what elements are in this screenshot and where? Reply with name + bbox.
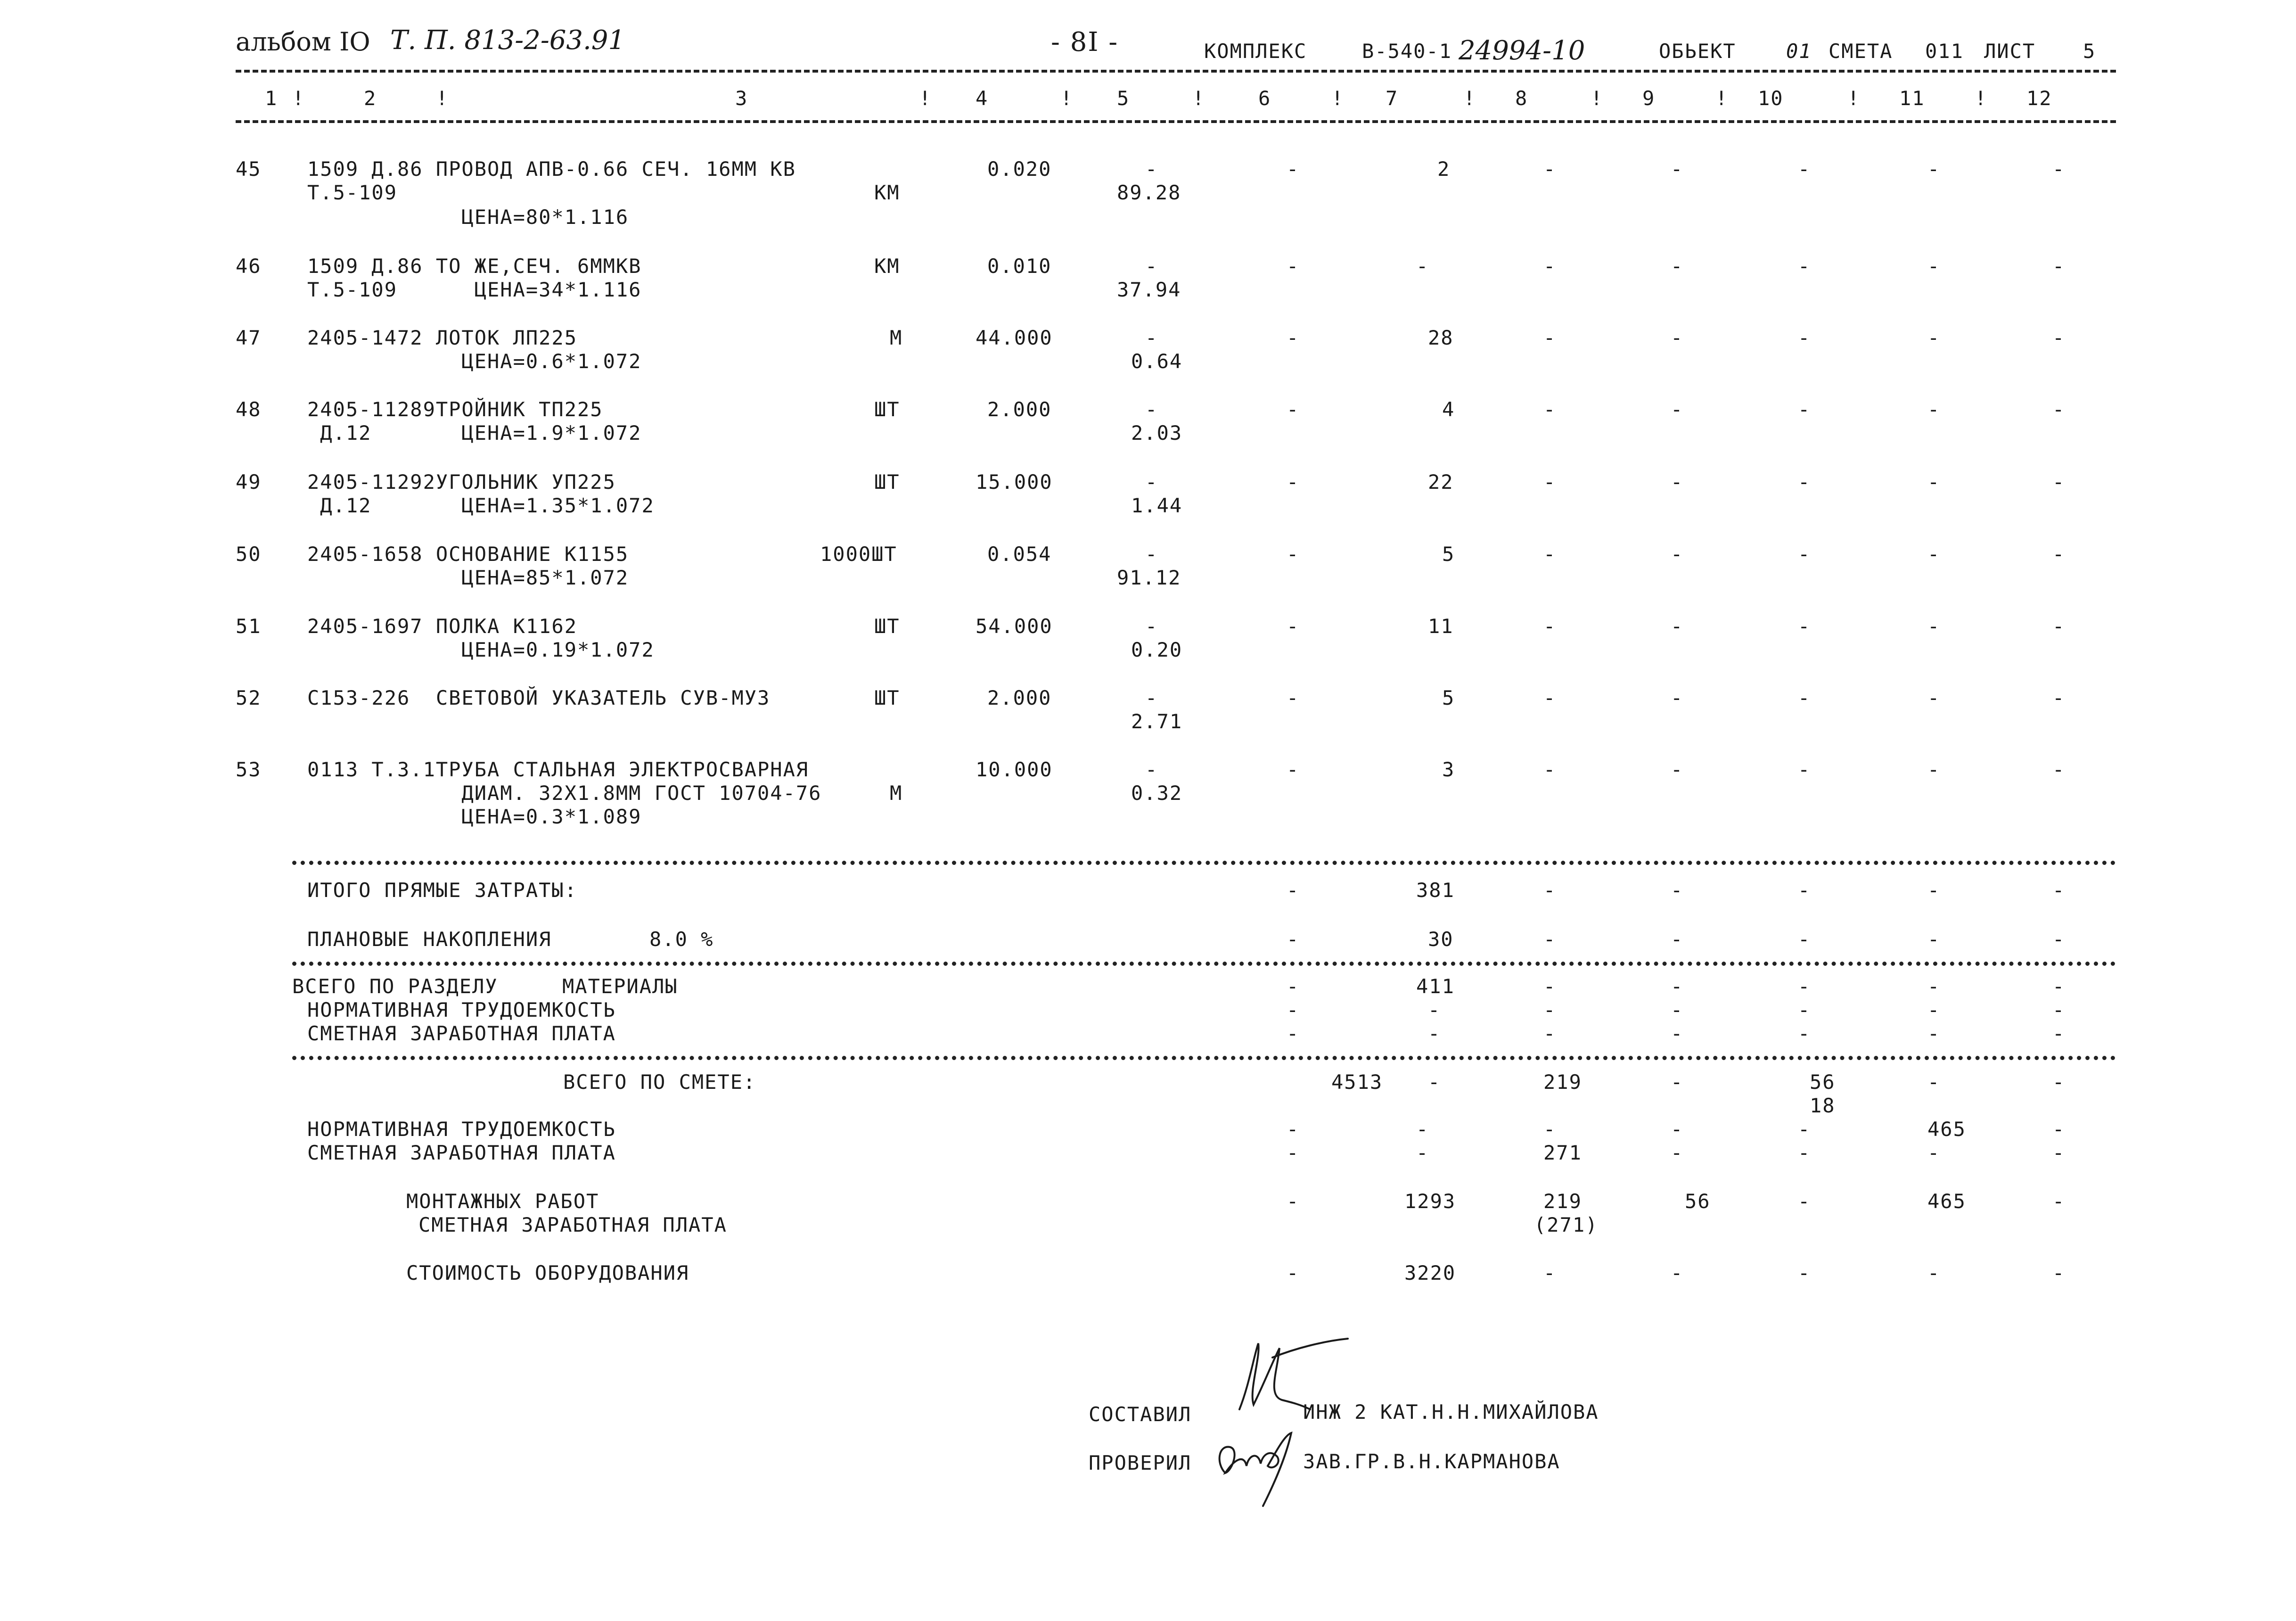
row-col7: 1293 — [1404, 1190, 1456, 1213]
wage-label: СМЕТНАЯ ЗАРАБОТНАЯ ПЛАТА — [307, 1022, 616, 1045]
row-col8: 219 — [1543, 1070, 1582, 1094]
row-unit: 1000ШТ — [820, 543, 897, 566]
row-quantity: 2.000 — [987, 686, 1052, 709]
row-col8: - — [1543, 1261, 1557, 1284]
row-col6: - — [1287, 1190, 1300, 1213]
row-col11: - — [1927, 255, 1941, 278]
row-col10-extra: 18 — [1810, 1094, 1836, 1117]
row-col11: - — [1927, 543, 1941, 566]
estimate-total-label: ВСЕГО ПО СМЕТЕ: — [563, 1070, 756, 1094]
row-col12: - — [2052, 686, 2066, 709]
tp-handwritten: Т. П. 813-2-63.91 — [390, 25, 625, 56]
row-col11: 465 — [1927, 1190, 1966, 1213]
row-col11: - — [1927, 998, 1941, 1021]
album-label: альбом IO — [236, 27, 370, 57]
row-price: Д.12 ЦЕНА=1.35*1.072 — [307, 494, 655, 517]
row-unit: М — [890, 326, 903, 349]
row-col5-value: 0.32 — [1131, 782, 1183, 805]
row-col9: - — [1671, 470, 1684, 494]
col-header-11: 11 — [1899, 87, 1925, 110]
row-col9: - — [1671, 398, 1684, 421]
row-number: 48 — [236, 398, 262, 421]
row-description: 2405-1658 ОСНОВАНИЕ К1155 — [307, 543, 629, 566]
row-col9: - — [1671, 1141, 1684, 1164]
signature-checked — [1206, 1426, 1301, 1511]
col-separator: ! — [1463, 87, 1476, 110]
row-col12: - — [2052, 1190, 2066, 1213]
row-col5-value: 89.28 — [1117, 181, 1181, 204]
row-col11: - — [1927, 398, 1941, 421]
row-quantity: 44.000 — [976, 326, 1053, 349]
row-description-line2: Т.5-109 — [307, 181, 398, 204]
col-header-7: 7 — [1386, 87, 1399, 110]
row-col11: - — [1927, 1141, 1941, 1164]
row-col12: - — [2052, 398, 2066, 421]
row-col10: - — [1798, 326, 1811, 349]
row-col12: - — [2052, 255, 2066, 278]
row-number: 53 — [236, 758, 262, 781]
row-col11: - — [1927, 975, 1941, 998]
row-unit: ШТ — [874, 615, 900, 638]
col-separator: ! — [1715, 87, 1729, 110]
row-col12: - — [2052, 157, 2066, 181]
norm-labor-label: НОРМАТИВНАЯ ТРУДОЕМКОСТЬ — [307, 998, 616, 1021]
row-quantity: 10.000 — [976, 758, 1053, 781]
row-col7: 2 — [1437, 157, 1451, 181]
row-quantity: 2.000 — [987, 398, 1052, 421]
row-quantity: 0.054 — [987, 543, 1052, 566]
row-col5-value: 37.94 — [1117, 278, 1181, 301]
row-col9: - — [1671, 758, 1684, 781]
row-col9: - — [1671, 255, 1684, 278]
row-col7: - — [1428, 998, 1441, 1021]
row-col12: - — [2052, 1261, 2066, 1284]
row-col5-dash: - — [1145, 543, 1158, 566]
col-separator: ! — [292, 87, 305, 110]
row-col9: 56 — [1685, 1190, 1711, 1213]
row-col8: - — [1543, 255, 1557, 278]
dotted-separator — [292, 962, 2116, 966]
col-separator: ! — [436, 87, 449, 110]
row-col5-value: 0.20 — [1131, 638, 1183, 661]
row-col12: - — [2052, 1118, 2066, 1141]
checked-name: ЗАВ.ГР.В.Н.КАРМАНОВА — [1303, 1450, 1560, 1473]
row-col7: 11 — [1428, 615, 1454, 638]
row-number: 51 — [236, 615, 262, 638]
estimate-number: 011 — [1925, 40, 1964, 63]
row-col9: - — [1671, 157, 1684, 181]
estimate-norm-label: НОРМАТИВНАЯ ТРУДОЕМКОСТЬ — [307, 1118, 616, 1141]
row-col10: - — [1798, 1261, 1811, 1284]
row-col10: - — [1798, 1118, 1811, 1141]
installation-wage-label: СМЕТНАЯ ЗАРАБОТНАЯ ПЛАТА — [418, 1213, 727, 1236]
equipment-label: СТОИМОСТЬ ОБОРУДОВАНИЯ — [406, 1261, 689, 1284]
row-col10: - — [1798, 398, 1811, 421]
row-col11: - — [1927, 758, 1941, 781]
row-col9: - — [1671, 975, 1684, 998]
row-col7: 30 — [1428, 928, 1454, 951]
col-header-2: 2 — [364, 87, 377, 110]
row-number: 52 — [236, 686, 262, 709]
row-col9: - — [1671, 686, 1684, 709]
row-col8: - — [1543, 157, 1557, 181]
row-col7: - — [1416, 255, 1429, 278]
row-col6: - — [1287, 879, 1300, 902]
row-col10: - — [1798, 975, 1811, 998]
row-col6: - — [1287, 1022, 1300, 1045]
row-col6: - — [1287, 975, 1300, 998]
row-col10: 56 — [1810, 1070, 1836, 1094]
row-col10: - — [1798, 470, 1811, 494]
row-col7: - — [1416, 1141, 1429, 1164]
col-header-10: 10 — [1758, 87, 1784, 110]
row-col6: - — [1287, 157, 1300, 181]
row-description: 2405-1697 ПОЛКА К1162 — [307, 615, 578, 638]
header-rule-top — [236, 70, 2116, 73]
row-col10: - — [1798, 1190, 1811, 1213]
row-col5-value: 91.12 — [1117, 566, 1181, 589]
row-col11: - — [1927, 1261, 1941, 1284]
row-col10: - — [1798, 255, 1811, 278]
row-col11: - — [1927, 326, 1941, 349]
row-col12: - — [2052, 928, 2066, 951]
row-col5-dash: - — [1145, 758, 1158, 781]
object-number: 01 — [1786, 40, 1812, 63]
col-header-8: 8 — [1515, 87, 1528, 110]
col-separator: ! — [1060, 87, 1074, 110]
row-col10: - — [1798, 928, 1811, 951]
row-col10: - — [1798, 758, 1811, 781]
row-description: 1509 Д.86 ПРОВОД АПВ-0.66 СЕЧ. 16ММ КВ — [307, 157, 796, 181]
row-col6: - — [1287, 615, 1300, 638]
row-unit: КМ — [874, 181, 900, 204]
row-col8: 219 — [1543, 1190, 1582, 1213]
row-col8: - — [1543, 543, 1557, 566]
row-col11: - — [1927, 686, 1941, 709]
row-col10: - — [1798, 879, 1811, 902]
row-col11: - — [1927, 928, 1941, 951]
row-col12: - — [2052, 1141, 2066, 1164]
row-price: ЦЕНА=0.3*1.089 — [307, 805, 642, 828]
section-total-label: ВСЕГО ПО РАЗДЕЛУ МАТЕРИАЛЫ — [292, 975, 678, 998]
planned-savings-percent: 8.0 % — [649, 928, 714, 951]
estimate-label: СМЕТА — [1829, 40, 1893, 63]
col-separator: ! — [1847, 87, 1861, 110]
row-description: 1509 Д.86 ТО ЖЕ,СЕЧ. 6ММКВ — [307, 255, 642, 278]
row-col8: - — [1543, 686, 1557, 709]
row-description: 2405-1472 ЛОТОК ЛП225 — [307, 326, 578, 349]
row-description: 2405-11289ТРОЙНИК ТП225 — [307, 398, 603, 421]
col-separator: ! — [1591, 87, 1604, 110]
row-description: 0113 Т.3.1ТРУБА СТАЛЬНАЯ ЭЛЕКТРОСВАРНАЯ — [307, 758, 809, 781]
row-col8: - — [1543, 1022, 1557, 1045]
row-col10: - — [1798, 543, 1811, 566]
row-col8: - — [1543, 470, 1557, 494]
row-col7: - — [1416, 1118, 1429, 1141]
row-col12: - — [2052, 879, 2066, 902]
row-unit: ШТ — [874, 470, 900, 494]
row-col9: - — [1671, 543, 1684, 566]
row-col10: - — [1798, 157, 1811, 181]
row-col9: - — [1671, 1022, 1684, 1045]
row-col8: - — [1543, 928, 1557, 951]
row-col9: - — [1671, 1070, 1684, 1094]
row-col12: - — [2052, 1022, 2066, 1045]
row-col9: - — [1671, 998, 1684, 1021]
row-col6: 4513 — [1331, 1070, 1383, 1094]
row-unit: ШТ — [874, 686, 900, 709]
row-col9: - — [1671, 928, 1684, 951]
row-col6: - — [1287, 470, 1300, 494]
planned-savings-label: ПЛАНОВЫЕ НАКОПЛЕНИЯ — [307, 928, 552, 951]
row-col6: - — [1287, 686, 1300, 709]
row-description-line2: ДИАМ. 32Х1.8ММ ГОСТ 10704-76 — [307, 782, 822, 805]
row-col5-value: 1.44 — [1131, 494, 1183, 517]
row-col12: - — [2052, 758, 2066, 781]
row-col9: - — [1671, 615, 1684, 638]
row-col10: - — [1798, 1022, 1811, 1045]
dotted-separator — [292, 1056, 2116, 1060]
row-col12: - — [2052, 1070, 2066, 1094]
checked-label: ПРОВЕРИЛ — [1089, 1451, 1192, 1474]
complex-code: В-540-1 — [1362, 40, 1452, 63]
row-col6: - — [1287, 326, 1300, 349]
row-col9: - — [1671, 326, 1684, 349]
row-col5-value: 0.64 — [1131, 350, 1183, 373]
row-col8: - — [1543, 326, 1557, 349]
row-col5-dash: - — [1145, 255, 1158, 278]
row-col11: - — [1927, 1022, 1941, 1045]
row-number: 45 — [236, 157, 262, 181]
row-col7: 5 — [1442, 543, 1455, 566]
row-description: 2405-11292УГОЛЬНИК УП225 — [307, 470, 616, 494]
row-quantity: 0.020 — [987, 157, 1052, 181]
row-price: ЦЕНА=80*1.116 — [307, 206, 629, 229]
row-col6: - — [1287, 1141, 1300, 1164]
row-quantity: 54.000 — [976, 615, 1053, 638]
row-col6: - — [1287, 1261, 1300, 1284]
row-col10: - — [1798, 1141, 1811, 1164]
col-header-3: 3 — [735, 87, 748, 110]
row-col7: 3220 — [1404, 1261, 1456, 1284]
row-price: ЦЕНА=0.19*1.072 — [307, 638, 655, 661]
row-price: ЦЕНА=0.6*1.072 — [307, 350, 642, 373]
row-col5-dash: - — [1145, 470, 1158, 494]
row-col7: - — [1428, 1070, 1441, 1094]
row-col7: 28 — [1428, 326, 1454, 349]
row-description-line2: Т.5-109 ЦЕНА=34*1.116 — [307, 278, 642, 301]
row-col7: 5 — [1442, 686, 1455, 709]
row-number: 46 — [236, 255, 262, 278]
row-col8: - — [1543, 1118, 1557, 1141]
row-number: 50 — [236, 543, 262, 566]
direct-costs-label: ИТОГО ПРЯМЫЕ ЗАТРАТЫ: — [307, 879, 578, 902]
row-col11: - — [1927, 157, 1941, 181]
row-col6: - — [1287, 398, 1300, 421]
row-col12: - — [2052, 326, 2066, 349]
row-col5-value: 2.71 — [1131, 710, 1183, 733]
row-col8: - — [1543, 758, 1557, 781]
col-header-6: 6 — [1258, 87, 1271, 110]
installation-label: МОНТАЖНЫХ РАБОТ — [406, 1190, 599, 1213]
row-col6: - — [1287, 1118, 1300, 1141]
col-header-12: 12 — [2026, 87, 2052, 110]
row-number: 49 — [236, 470, 262, 494]
row-number: 47 — [236, 326, 262, 349]
complex-handwritten: 24994-10 — [1459, 35, 1585, 66]
complex-label: КОМПЛЕКС — [1204, 40, 1307, 63]
row-col9: - — [1671, 1118, 1684, 1141]
row-col11: - — [1927, 470, 1941, 494]
col-separator: ! — [919, 87, 932, 110]
col-header-9: 9 — [1642, 87, 1656, 110]
row-col9: - — [1671, 879, 1684, 902]
compiled-label: СОСТАВИЛ — [1089, 1403, 1192, 1426]
row-col8: - — [1543, 615, 1557, 638]
row-unit: ШТ — [874, 398, 900, 421]
header-rule-bottom — [236, 120, 2116, 123]
row-col8-extra: (271) — [1534, 1213, 1599, 1236]
compiled-name: ИНЖ 2 КАТ.Н.Н.МИХАЙЛОВА — [1303, 1400, 1599, 1424]
row-col7: 381 — [1416, 879, 1455, 902]
sheet-label: ЛИСТ — [1984, 40, 2036, 63]
row-col11: - — [1927, 879, 1941, 902]
page-number: - 8I - — [1051, 27, 1119, 58]
row-col6: - — [1287, 928, 1300, 951]
row-col11: - — [1927, 615, 1941, 638]
row-col10: - — [1798, 615, 1811, 638]
row-col12: - — [2052, 470, 2066, 494]
row-quantity: 0.010 — [987, 255, 1052, 278]
row-col9: - — [1671, 1261, 1684, 1284]
row-col6: - — [1287, 543, 1300, 566]
row-col8: 271 — [1543, 1141, 1582, 1164]
object-label: ОБЬЕКТ — [1659, 40, 1736, 63]
row-col5-dash: - — [1145, 398, 1158, 421]
row-unit: КМ — [874, 255, 900, 278]
sheet-number: 5 — [2083, 40, 2096, 63]
row-col12: - — [2052, 998, 2066, 1021]
row-col7: 3 — [1442, 758, 1455, 781]
col-header-5: 5 — [1117, 87, 1130, 110]
row-col5-dash: - — [1145, 615, 1158, 638]
row-col12: - — [2052, 615, 2066, 638]
row-col5-value: 2.03 — [1131, 421, 1183, 444]
col-header-1: 1 — [265, 87, 278, 110]
row-col5-dash: - — [1145, 157, 1158, 181]
row-col12: - — [2052, 975, 2066, 998]
row-col5-dash: - — [1145, 326, 1158, 349]
row-description: С153-226 СВЕТОВОЙ УКАЗАТЕЛЬ СУВ-МУЗ — [307, 686, 771, 709]
col-separator: ! — [1192, 87, 1205, 110]
row-col7: - — [1428, 1022, 1441, 1045]
row-col10: - — [1798, 998, 1811, 1021]
row-col7: 22 — [1428, 470, 1454, 494]
estimate-wage-label: СМЕТНАЯ ЗАРАБОТНАЯ ПЛАТА — [307, 1141, 616, 1164]
row-col10: - — [1798, 686, 1811, 709]
row-col8: - — [1543, 879, 1557, 902]
row-col5-dash: - — [1145, 686, 1158, 709]
col-separator: ! — [1331, 87, 1345, 110]
row-col12: - — [2052, 543, 2066, 566]
dotted-separator — [292, 861, 2116, 865]
row-col8: - — [1543, 975, 1557, 998]
row-col6: - — [1287, 998, 1300, 1021]
col-separator: ! — [1975, 87, 1988, 110]
row-col6: - — [1287, 255, 1300, 278]
row-col6: - — [1287, 758, 1300, 781]
col-header-4: 4 — [976, 87, 989, 110]
row-col11: - — [1927, 1070, 1941, 1094]
row-col11: 465 — [1927, 1118, 1966, 1141]
row-col8: - — [1543, 398, 1557, 421]
row-col7: 4 — [1442, 398, 1455, 421]
row-unit: М — [890, 782, 903, 805]
row-price: Д.12 ЦЕНА=1.9*1.072 — [307, 421, 642, 444]
row-price: ЦЕНА=85*1.072 — [307, 566, 629, 589]
row-col8: - — [1543, 998, 1557, 1021]
row-col7: 411 — [1416, 975, 1455, 998]
row-quantity: 15.000 — [976, 470, 1053, 494]
